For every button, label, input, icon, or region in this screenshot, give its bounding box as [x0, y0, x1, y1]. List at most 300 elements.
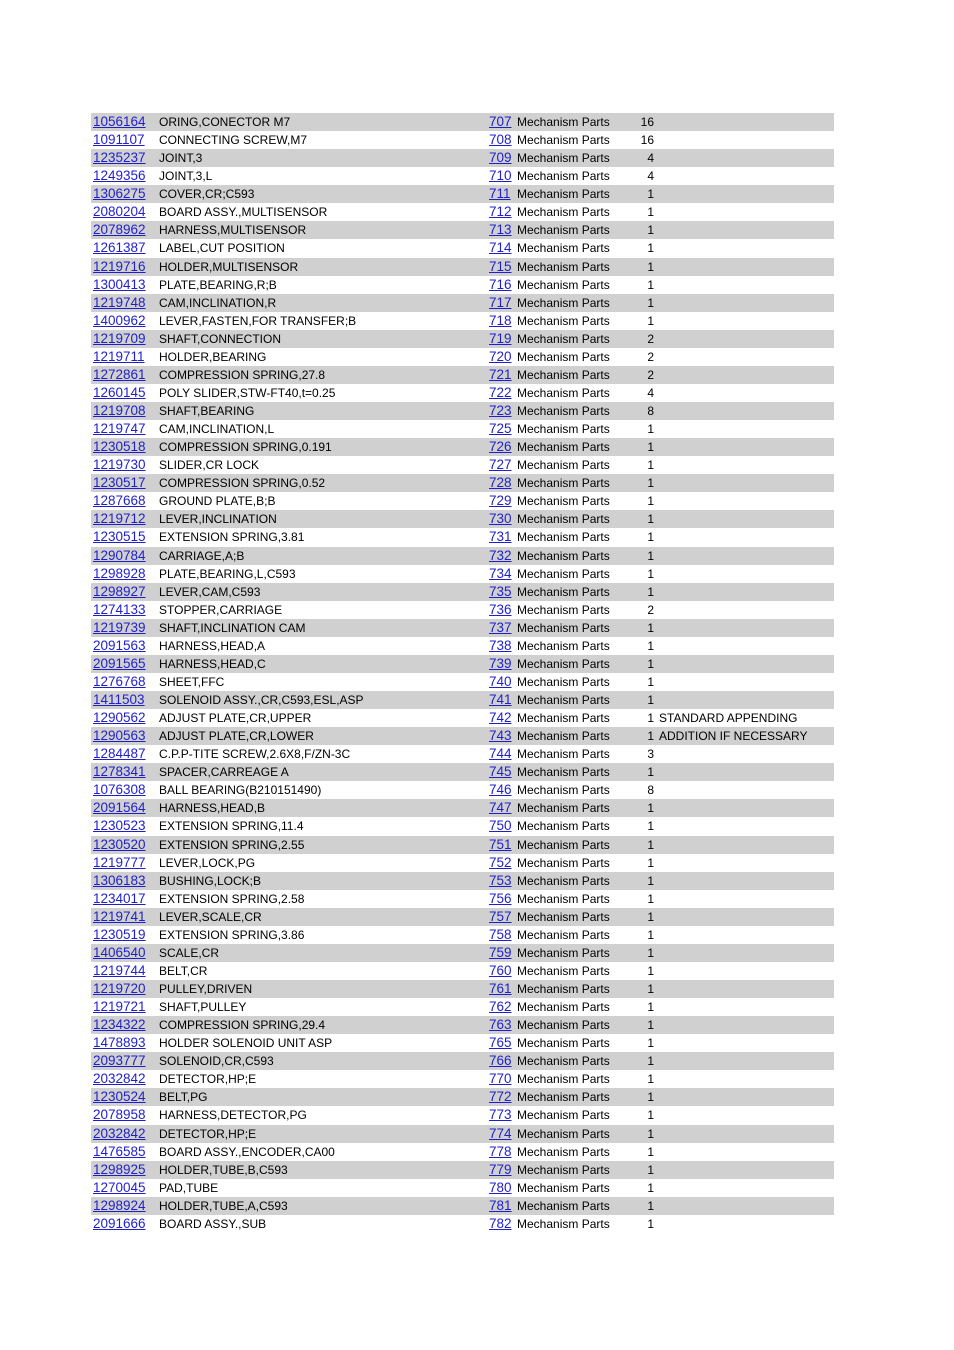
part-note: ADDITION IF NECESSARY	[659, 729, 808, 744]
reference-number-link[interactable]: 741	[489, 692, 512, 707]
table-row	[91, 817, 834, 835]
table-row	[91, 583, 834, 601]
part-quantity: 1	[647, 422, 654, 437]
part-number-link[interactable]: 1306275	[93, 186, 146, 202]
part-description: BELT,CR	[159, 963, 208, 978]
part-description: LEVER,SCALE,CR	[159, 909, 262, 924]
part-quantity: 2	[647, 331, 654, 346]
part-number-link[interactable]: 1290784	[93, 547, 146, 563]
reference-number-link[interactable]: 745	[489, 764, 512, 780]
part-quantity: 2	[647, 602, 654, 617]
part-quantity: 1	[647, 566, 654, 581]
part-category: Mechanism Parts	[517, 891, 610, 906]
reference-number-link[interactable]: 722	[489, 384, 512, 400]
part-category: Mechanism Parts	[517, 151, 610, 166]
part-number-link[interactable]: 1478893	[93, 1035, 146, 1051]
part-number-link[interactable]: 2078962	[93, 222, 146, 238]
part-description: HARNESS,HEAD,A	[159, 638, 266, 653]
part-number-link[interactable]: 1230517	[93, 475, 146, 491]
table-row	[91, 781, 834, 799]
part-category: Mechanism Parts	[517, 909, 610, 924]
part-number-link[interactable]: 2032842	[93, 1125, 146, 1141]
part-quantity: 1	[647, 1072, 654, 1087]
reference-number-link[interactable]: 778	[489, 1143, 512, 1159]
part-number-link[interactable]: 1230519	[93, 926, 146, 942]
reference-number-link[interactable]: 781	[489, 1197, 512, 1213]
table-row	[91, 799, 834, 817]
reference-number-link[interactable]: 751	[489, 836, 512, 852]
part-description: HARNESS,HEAD,C	[159, 656, 266, 671]
part-quantity: 1	[647, 313, 654, 328]
part-number-link[interactable]: 1219721	[93, 999, 146, 1015]
reference-number-link[interactable]: 763	[489, 1017, 512, 1033]
part-number-link[interactable]: 1290563	[93, 728, 146, 744]
part-quantity: 1	[647, 945, 654, 960]
reference-number-link[interactable]: 725	[489, 421, 512, 437]
part-category: Mechanism Parts	[517, 711, 610, 726]
table-row	[91, 1016, 834, 1034]
table-row	[91, 1088, 834, 1106]
part-quantity: 8	[647, 404, 654, 418]
table-row	[91, 438, 834, 456]
part-quantity: 4	[647, 169, 654, 184]
reference-number-link[interactable]: 734	[489, 565, 512, 581]
part-number-link[interactable]: 1219739	[93, 619, 146, 635]
part-description: LEVER,INCLINATION	[159, 512, 277, 527]
reference-number-link[interactable]: 731	[489, 529, 512, 545]
part-description: COMPRESSION SPRING,29.4	[159, 1018, 326, 1033]
part-quantity: 1	[647, 440, 654, 455]
reference-number-link[interactable]: 723	[489, 403, 512, 418]
part-number-link[interactable]: 1234017	[93, 890, 146, 906]
part-description: JOINT,3	[159, 151, 203, 166]
part-number-link[interactable]: 1230524	[93, 1089, 146, 1105]
part-description: ORING,CONECTOR M7	[159, 115, 291, 129]
part-number-link[interactable]: 1276768	[93, 673, 146, 689]
part-number-link[interactable]: 1298925	[93, 1161, 146, 1177]
reference-number-link[interactable]: 711	[489, 186, 511, 202]
part-quantity: 1	[647, 259, 654, 274]
part-number-link[interactable]: 1219730	[93, 457, 146, 473]
part-number-link[interactable]: 1270045	[93, 1179, 146, 1195]
table-row	[91, 926, 834, 944]
part-description: PULLEY,DRIVEN	[159, 982, 253, 996]
part-number-link[interactable]: 1219709	[93, 330, 146, 346]
part-description: EXTENSION SPRING,3.81	[159, 530, 305, 545]
part-quantity: 1	[647, 1054, 654, 1069]
part-number-link[interactable]: 1476585	[93, 1143, 146, 1159]
reference-number-link[interactable]: 737	[489, 619, 512, 635]
part-number-link[interactable]: 1235237	[93, 150, 146, 166]
part-category: Mechanism Parts	[517, 1036, 610, 1051]
part-category: Mechanism Parts	[517, 187, 610, 202]
table-row	[91, 258, 834, 276]
part-quantity: 1	[647, 729, 654, 744]
part-category: Mechanism Parts	[517, 1108, 610, 1123]
part-category: Mechanism Parts	[517, 1054, 610, 1069]
part-number-link[interactable]: 1406540	[93, 944, 146, 960]
part-number-link[interactable]: 1219741	[93, 908, 146, 924]
part-number-link[interactable]: 1400962	[93, 312, 146, 328]
part-quantity: 1	[647, 837, 654, 852]
part-quantity: 1	[647, 873, 654, 888]
reference-number-link[interactable]: 752	[489, 854, 512, 870]
reference-number-link[interactable]: 780	[489, 1179, 512, 1195]
part-number-link[interactable]: 1230520	[93, 836, 146, 852]
reference-number-link[interactable]: 782	[489, 1215, 512, 1231]
part-quantity: 8	[647, 783, 654, 798]
part-description: ADJUST PLATE,CR,UPPER	[159, 711, 312, 726]
part-category: Mechanism Parts	[517, 115, 610, 129]
part-quantity: 1	[647, 819, 654, 834]
part-description: BOARD ASSY.,SUB	[159, 1216, 267, 1231]
table-row	[91, 763, 834, 781]
part-category: Mechanism Parts	[517, 1216, 610, 1231]
reference-number-link[interactable]: 709	[489, 150, 512, 166]
table-row	[91, 221, 834, 239]
reference-number-link[interactable]: 707	[489, 114, 512, 129]
part-number-link[interactable]: 1274133	[93, 601, 146, 617]
part-quantity: 1	[647, 765, 654, 780]
table-row	[91, 709, 834, 727]
reference-number-link[interactable]: 743	[489, 728, 512, 744]
part-number-link[interactable]: 2080204	[93, 204, 146, 220]
part-number-link[interactable]: 1298928	[93, 565, 146, 581]
part-quantity: 1	[647, 891, 654, 906]
part-description: HOLDER SOLENOID UNIT ASP	[159, 1036, 333, 1051]
reference-number-link[interactable]: 713	[489, 222, 512, 238]
part-category: Mechanism Parts	[517, 1072, 610, 1087]
part-number-link[interactable]: 1076308	[93, 782, 146, 798]
part-description: HOLDER,TUBE,B,C593	[159, 1162, 288, 1177]
part-number-link[interactable]: 1230518	[93, 439, 146, 455]
reference-number-link[interactable]: 774	[489, 1125, 512, 1141]
table-row	[91, 890, 834, 908]
part-category: Mechanism Parts	[517, 927, 610, 942]
reference-number-link[interactable]: 773	[489, 1107, 512, 1123]
part-category: Mechanism Parts	[517, 548, 610, 563]
part-note: STANDARD APPENDING	[659, 711, 798, 726]
reference-number-link[interactable]: 746	[489, 782, 512, 798]
reference-number-link[interactable]: 756	[489, 890, 512, 906]
part-number-link[interactable]: 1272861	[93, 366, 146, 382]
part-number-link[interactable]: 1411503	[93, 692, 145, 707]
table-row	[91, 872, 834, 890]
part-description: SOLENOID,CR,C593	[159, 1054, 274, 1069]
table-row	[91, 312, 834, 330]
part-description: BUSHING,LOCK;B	[159, 873, 262, 888]
part-quantity: 4	[647, 385, 654, 400]
part-quantity: 1	[647, 530, 654, 545]
part-description: EXTENSION SPRING,3.86	[159, 927, 305, 942]
table-row	[91, 944, 834, 962]
part-number-link[interactable]: 1219712	[93, 511, 146, 527]
part-description: JOINT,3,L	[159, 169, 213, 184]
part-description: SHAFT,BEARING	[159, 404, 255, 418]
part-description: SOLENOID ASSY.,CR,C593,ESL,ASP	[159, 693, 364, 707]
part-quantity: 1	[647, 711, 654, 726]
part-quantity: 1	[647, 548, 654, 563]
reference-number-link[interactable]: 726	[489, 439, 512, 455]
reference-number-link[interactable]: 727	[489, 457, 512, 473]
table-row	[91, 962, 834, 980]
part-number-link[interactable]: 1219744	[93, 962, 146, 978]
table-row	[91, 745, 834, 763]
table-row	[91, 366, 834, 384]
table-row	[91, 1034, 834, 1052]
reference-number-link[interactable]: 735	[489, 583, 512, 599]
part-category: Mechanism Parts	[517, 223, 610, 238]
part-quantity: 1	[647, 909, 654, 924]
part-number-link[interactable]: 2093777	[93, 1053, 146, 1069]
part-number-link[interactable]: 1249356	[93, 168, 146, 184]
part-number-link[interactable]: 1230515	[93, 529, 146, 545]
part-category: Mechanism Parts	[517, 422, 610, 437]
part-number-link[interactable]: 1261387	[93, 240, 146, 256]
part-number-link[interactable]: 1219711	[93, 348, 145, 364]
part-number-link[interactable]: 1284487	[93, 746, 146, 762]
part-description: SHAFT,CONNECTION	[159, 331, 282, 346]
part-description: BOARD ASSY.,ENCODER,CA00	[159, 1144, 335, 1159]
part-quantity: 1	[647, 476, 654, 491]
table-row	[91, 185, 834, 203]
part-category: Mechanism Parts	[517, 1162, 610, 1177]
part-category: Mechanism Parts	[517, 1126, 610, 1141]
part-description: CAM,INCLINATION,L	[159, 422, 275, 437]
part-quantity: 1	[647, 1144, 654, 1159]
part-number-link[interactable]: 1219748	[93, 294, 146, 310]
part-number-link[interactable]: 1306183	[93, 872, 146, 888]
table-row	[91, 510, 834, 528]
table-row	[91, 330, 834, 348]
part-quantity: 1	[647, 584, 654, 599]
table-row	[91, 528, 834, 546]
table-row	[91, 619, 834, 637]
table-row	[91, 854, 834, 872]
part-category: Mechanism Parts	[517, 982, 610, 996]
reference-number-link[interactable]: 765	[489, 1035, 512, 1051]
part-category: Mechanism Parts	[517, 693, 610, 707]
part-description: ADJUST PLATE,CR,LOWER	[159, 729, 314, 744]
part-number-link[interactable]: 1260145	[93, 384, 146, 400]
table-row	[91, 673, 834, 691]
part-description: HARNESS,HEAD,B	[159, 801, 266, 816]
part-category: Mechanism Parts	[517, 566, 610, 581]
table-row	[91, 547, 834, 565]
part-category: Mechanism Parts	[517, 945, 610, 960]
part-quantity: 1	[647, 656, 654, 671]
part-category: Mechanism Parts	[517, 837, 610, 852]
part-description: CARRIAGE,A;B	[159, 548, 245, 563]
table-row	[91, 167, 834, 185]
reference-number-link[interactable]: 744	[489, 746, 512, 762]
part-description: SLIDER,CR LOCK	[159, 458, 260, 473]
part-number-link[interactable]: 1219716	[93, 258, 146, 274]
reference-number-link[interactable]: 739	[489, 655, 512, 671]
reference-number-link[interactable]: 718	[489, 312, 512, 328]
part-quantity: 1	[647, 982, 654, 996]
part-category: Mechanism Parts	[517, 963, 610, 978]
part-quantity: 1	[647, 1126, 654, 1141]
part-category: Mechanism Parts	[517, 458, 610, 473]
part-number-link[interactable]: 1298924	[93, 1197, 146, 1213]
part-number-link[interactable]: 1219777	[93, 854, 146, 870]
part-number-link[interactable]: 1219747	[93, 421, 146, 437]
part-number-link[interactable]: 1219708	[93, 403, 146, 418]
reference-number-link[interactable]: 728	[489, 475, 512, 491]
table-row	[91, 637, 834, 655]
reference-number-link[interactable]: 761	[489, 981, 512, 996]
part-description: COMPRESSION SPRING,27.8	[159, 367, 326, 382]
reference-number-link[interactable]: 717	[489, 294, 512, 310]
reference-number-link[interactable]: 708	[489, 132, 512, 148]
part-quantity: 1	[647, 1108, 654, 1123]
table-row	[91, 1197, 834, 1215]
part-description: SCALE,CR	[159, 945, 220, 960]
part-number-link[interactable]: 1234322	[93, 1017, 146, 1033]
part-category: Mechanism Parts	[517, 1000, 610, 1015]
reference-number-link[interactable]: 750	[489, 818, 512, 834]
reference-number-link[interactable]: 747	[489, 800, 512, 816]
part-quantity: 1	[647, 1162, 654, 1177]
part-quantity: 1	[647, 1198, 654, 1213]
table-row	[91, 1052, 834, 1070]
part-description: LEVER,LOCK,PG	[159, 855, 256, 870]
part-number-link[interactable]: 1091107	[93, 132, 145, 148]
part-quantity: 1	[647, 494, 654, 509]
reference-number-link[interactable]: 772	[489, 1089, 512, 1105]
table-row	[91, 1070, 834, 1088]
table-row	[91, 239, 834, 257]
table-row	[91, 1143, 834, 1161]
reference-number-link[interactable]: 753	[489, 872, 512, 888]
part-number-link[interactable]: 1287668	[93, 493, 146, 509]
table-row	[91, 456, 834, 474]
part-number-link[interactable]: 2091564	[93, 800, 146, 816]
part-category: Mechanism Parts	[517, 277, 610, 292]
part-description: C.P.P-TITE SCREW,2.6X8,F/ZN-3C	[159, 747, 351, 762]
reference-number-link[interactable]: 720	[489, 348, 512, 364]
part-description: EXTENSION SPRING,11.4	[159, 819, 304, 834]
part-number-link[interactable]: 2032842	[93, 1071, 146, 1087]
part-quantity: 1	[647, 1036, 654, 1051]
part-quantity: 16	[640, 115, 654, 129]
part-category: Mechanism Parts	[517, 295, 610, 310]
part-description: COVER,CR;C593	[159, 187, 255, 202]
part-description: GROUND PLATE,B;B	[159, 494, 276, 509]
part-category: Mechanism Parts	[517, 783, 610, 798]
reference-number-link[interactable]: 779	[489, 1161, 512, 1177]
part-category: Mechanism Parts	[517, 1018, 610, 1033]
part-category: Mechanism Parts	[517, 205, 610, 220]
part-quantity: 2	[647, 349, 654, 364]
table-row	[91, 276, 834, 294]
part-number-link[interactable]: 1230523	[93, 818, 146, 834]
part-category: Mechanism Parts	[517, 476, 610, 491]
part-description: COMPRESSION SPRING,0.191	[159, 440, 332, 455]
part-number-link[interactable]: 2091565	[93, 655, 146, 671]
reference-number-link[interactable]: 719	[489, 330, 512, 346]
part-category: Mechanism Parts	[517, 1090, 610, 1105]
part-category: Mechanism Parts	[517, 819, 610, 834]
part-description: PAD,TUBE	[159, 1180, 219, 1195]
part-description: SHAFT,PULLEY	[159, 1000, 247, 1015]
reference-number-link[interactable]: 742	[489, 710, 512, 726]
table-row	[91, 691, 834, 709]
part-quantity: 1	[647, 1000, 654, 1015]
part-number-link[interactable]: 1290562	[93, 710, 146, 726]
reference-number-link[interactable]: 716	[489, 276, 512, 292]
part-description: CAM,INCLINATION,R	[159, 295, 277, 310]
part-description: DETECTOR,HP;E	[159, 1072, 257, 1087]
reference-number-link[interactable]: 740	[489, 673, 512, 689]
part-category: Mechanism Parts	[517, 349, 610, 364]
reference-number-link[interactable]: 759	[489, 944, 512, 960]
part-quantity: 1	[647, 512, 654, 527]
reference-number-link[interactable]: 762	[489, 999, 512, 1015]
reference-number-link[interactable]: 757	[489, 908, 512, 924]
reference-number-link[interactable]: 730	[489, 511, 512, 527]
table-row	[91, 131, 834, 149]
table-row	[91, 908, 834, 926]
reference-number-link[interactable]: 760	[489, 962, 512, 978]
table-row	[91, 420, 834, 438]
part-description: STOPPER,CARRIAGE	[159, 602, 283, 617]
table-row	[91, 1125, 834, 1143]
part-description: POLY SLIDER,STW-FT40,t=0.25	[159, 385, 336, 400]
reference-number-link[interactable]: 732	[489, 547, 512, 563]
reference-number-link[interactable]: 738	[489, 637, 512, 653]
part-quantity: 16	[640, 133, 654, 148]
part-category: Mechanism Parts	[517, 494, 610, 509]
part-category: Mechanism Parts	[517, 801, 610, 816]
reference-number-link[interactable]: 721	[489, 366, 512, 382]
reference-number-link[interactable]: 712	[489, 204, 512, 220]
part-number-link[interactable]: 1300413	[93, 276, 146, 292]
part-description: LEVER,FASTEN,FOR TRANSFER;B	[159, 313, 357, 328]
part-description: LEVER,CAM,C593	[159, 584, 261, 599]
part-number-link[interactable]: 1298927	[93, 583, 146, 599]
reference-number-link[interactable]: 736	[489, 601, 512, 617]
reference-number-link[interactable]: 714	[489, 240, 512, 256]
part-number-link[interactable]: 2091563	[93, 637, 146, 653]
part-category: Mechanism Parts	[517, 1144, 610, 1159]
part-number-link[interactable]: 1278341	[93, 764, 146, 780]
part-number-link[interactable]: 1219720	[93, 981, 146, 996]
reference-number-link[interactable]: 766	[489, 1053, 512, 1069]
reference-number-link[interactable]: 729	[489, 493, 512, 509]
part-quantity: 1	[647, 674, 654, 689]
reference-number-link[interactable]: 710	[489, 168, 512, 184]
part-description: BOARD ASSY.,MULTISENSOR	[159, 205, 328, 220]
part-number-link[interactable]: 1056164	[93, 114, 146, 129]
table-row	[91, 384, 834, 402]
part-quantity: 1	[647, 223, 654, 238]
part-category: Mechanism Parts	[517, 440, 610, 455]
part-number-link[interactable]: 2078958	[93, 1107, 146, 1123]
part-description: HOLDER,MULTISENSOR	[159, 259, 299, 274]
reference-number-link[interactable]: 758	[489, 926, 512, 942]
part-quantity: 1	[647, 1216, 654, 1231]
part-category: Mechanism Parts	[517, 1180, 610, 1195]
part-category: Mechanism Parts	[517, 674, 610, 689]
reference-number-link[interactable]: 715	[489, 258, 512, 274]
part-number-link[interactable]: 2091666	[93, 1215, 146, 1231]
reference-number-link[interactable]: 770	[489, 1071, 512, 1087]
part-category: Mechanism Parts	[517, 133, 610, 148]
table-row	[91, 348, 834, 366]
part-category: Mechanism Parts	[517, 404, 610, 418]
